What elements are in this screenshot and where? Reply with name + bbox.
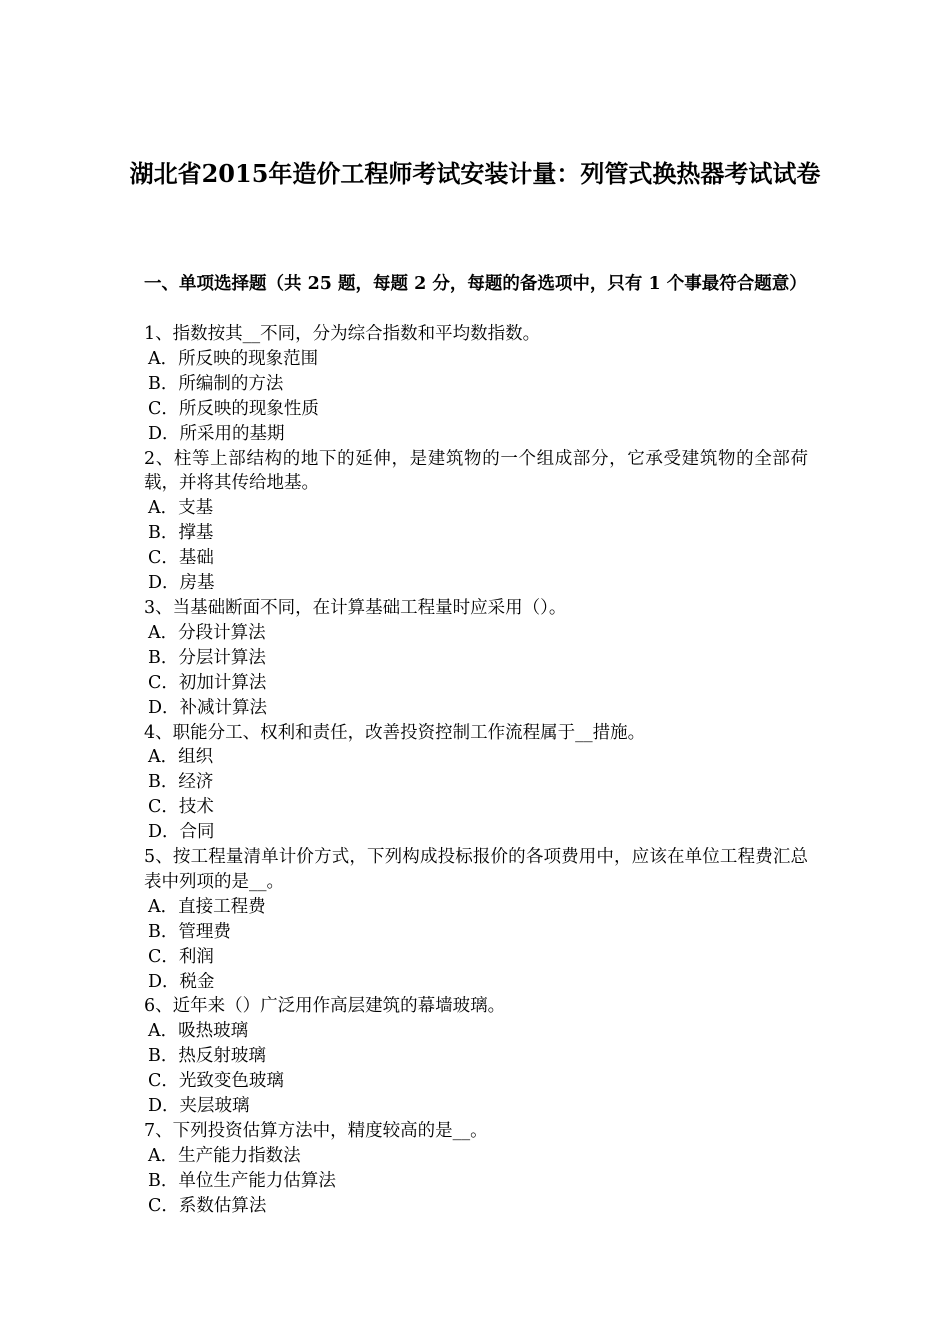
option-d: D．夹层玻璃 [148,1096,250,1117]
option-a: A．分段计算法 [148,622,266,643]
question-5 [144,845,808,994]
option-b: B．热反射玻璃 [148,1046,266,1067]
question-7 [144,1119,808,1219]
option-a: A．直接工程费 [148,896,266,917]
option-b: B．所编制的方法 [148,373,284,394]
option-a: A．生产能力指数法 [148,1145,301,1166]
option-a: A．支基 [148,498,214,519]
question-2 [144,447,808,596]
option-b: B．经济 [148,772,214,793]
question-stem: 2、柱等上部结构的地下的延伸，是建筑物的一个组成部分，它承受建筑物的全部荷载，并将其传给地基。 [144,448,808,494]
section-heading: 一、单项选择题（共 25 题，每题 2 分，每题的备选项中，只有 1 个事最符合题意） [144,274,807,294]
question-3 [144,596,808,721]
option-b: B．单位生产能力估算法 [148,1170,336,1191]
question-4 [144,721,808,846]
option-a: A．组织 [148,747,214,768]
option-b: B．撑基 [148,523,214,544]
option-c: C．系数估算法 [148,1195,267,1216]
question-stem: 1、指数按其__不同，分为综合指数和平均数指数。 [144,324,541,344]
question-stem: 7、下列投资估算方法中，精度较高的是__。 [144,1121,488,1141]
question-stem: 3、当基础断面不同，在计算基础工程量时应采用（）。 [144,597,567,618]
option-c: C．技术 [148,797,214,818]
question-stem: 6、近年来（）广泛用作高层建筑的幕墙玻璃。 [144,996,506,1017]
document-title: 湖北省2015年造价工程师考试安装计量：列管式换热器考试试卷 [129,159,821,188]
option-c: C．基础 [148,548,214,569]
question-stem: 5、按工程量清单计价方式，下列构成投标报价的各项费用中，应该在单位工程费汇总表中列项的是__。 [144,847,808,892]
option-b: B．分层计算法 [148,647,266,668]
question-6 [144,994,808,1119]
question-1 [144,322,808,447]
option-d: D．房基 [148,573,215,594]
option-c: C．利润 [148,946,214,967]
option-d: D．补减计算法 [148,697,268,718]
question-list [144,322,808,1219]
option-a: A．吸热玻璃 [148,1021,249,1042]
option-d: D．所采用的基期 [148,423,285,444]
option-c: C．光致变色玻璃 [148,1071,284,1092]
option-a: A．所反映的现象范围 [148,348,319,369]
option-d: D．税金 [148,971,215,992]
option-c: C．初加计算法 [148,672,267,693]
question-stem: 4、职能分工、权利和责任，改善投资控制工作流程属于__措施。 [144,722,646,743]
option-b: B．管理费 [148,921,231,942]
option-c: C．所反映的现象性质 [148,398,319,419]
option-d: D．合同 [148,822,215,843]
